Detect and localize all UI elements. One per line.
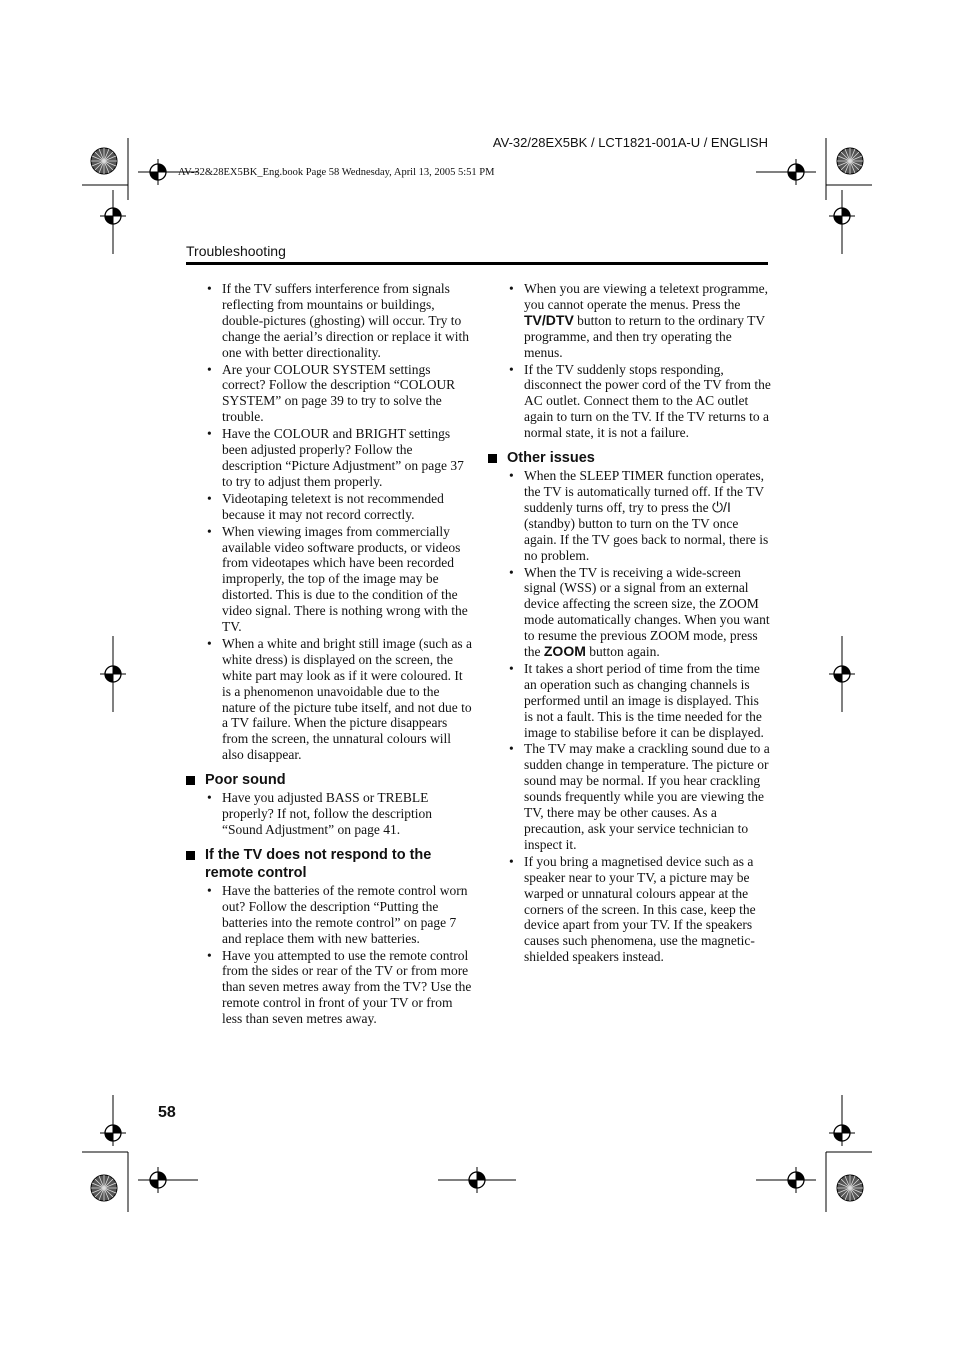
right-column: [507, 281, 771, 966]
poor-sound-heading: [186, 771, 475, 789]
remote-list: [205, 883, 475, 1027]
list-item: • It takes a short period of time from the time an operation such as changing channels is performed until an image is displayed. This is not a fault. This is the time needed for the image to stabilise before it can be displayed.: [507, 661, 771, 741]
tv-dtv-key-label: TV/DTV: [524, 311, 574, 328]
list-item: • Are your COLOUR SYSTEM settings correct? Follow the description “COLOUR SYSTEM” on page 39 to try to solve the trouble.: [205, 362, 475, 426]
section-title: Troubleshooting: [186, 243, 286, 259]
teletext-list: [507, 281, 771, 441]
item-text: button to return to the ordinary TV programme, and then try operating the menus.: [524, 312, 765, 360]
list-item: • Have the batteries of the remote control worn out? Follow the description “Putting the batteries into the remote control” on page 7 and replace them with new batteries.: [205, 883, 475, 947]
list-item: • Have you attempted to use the remote control from the sides or rear of the TV or from more than seven metres away from the TV? Use the remote control in front of your TV or from less than seven metres away.: [205, 948, 475, 1028]
item-text: button again.: [585, 644, 660, 660]
list-item: • Have the COLOUR and BRIGHT settings been adjusted properly? Follow the description “Picture Adjustment” on page 37 to try to adjust them properly.: [205, 426, 475, 490]
poor-sound-list: [205, 790, 475, 838]
left-column: [205, 281, 475, 1028]
book-info: AV-32&28EX5BK_Eng.book Page 58 Wednesday, April 13, 2005 5:51 PM: [178, 167, 495, 178]
square-bullet-icon: [186, 776, 195, 785]
item-text: When you are viewing a teletext programme, you cannot operate the menus. Press the: [524, 281, 769, 312]
list-item: • If you bring a magnetised device such as a speaker near to your TV, a picture may be warped or unnatural colours appear at the corners of the screen. In this case, keep the device apart from your TV. If the speakers causes such phenomena, use the magnetic-shielded speakers instead.: [507, 854, 771, 965]
zoom-key-label: ZOOM: [543, 643, 586, 660]
list-item: • The TV may make a crackling sound due to a sudden change in temperature. The picture or sound may be normal. If you hear crackling sounds frequently while you are viewing the TV, there may be other causes. As a precaution, ask your service technician to inspect it.: [507, 741, 771, 852]
list-item: • If the TV suddenly stops responding, disconnect the power cord of the TV from the AC outlet. Connect them to the AC outlet again to turn on the TV. If the TV returns to a normal state, it is not a failure.: [507, 362, 771, 442]
heading-text: Poor sound: [205, 772, 286, 789]
intro-bullet-list: [205, 281, 475, 763]
square-bullet-icon: [186, 851, 195, 860]
item-text: (standby) button to turn on the TV once again. If the TV goes back to normal, there is no problem.: [524, 515, 769, 563]
list-item: [507, 565, 771, 660]
item-text: When the TV is receiving a wide-screen signal (WSS) or a signal from an external device affecting the screen size, the ZOOM mode automatically changes. When you want to resume the previous ZOOM mode, press the: [524, 564, 770, 660]
heading-text: If the TV does not respond to the remote control: [205, 846, 432, 881]
list-item: • When viewing images from commercially available video software products, or videos from videotapes which have been recorded improperly, the top of the image may be distorted. This is due to the condition of the video signal. There is nothing wrong with the TV.: [205, 524, 475, 635]
list-item: • When a white and bright still image (such as a white dress) is displayed on the screen, the white part may look as if it were coloured. It is a phenomenon unavoidable due to the nature of the picture tube itself, and not due to a TV failure. When the picture disappears from the screen, the unnatural colours will also disappear.: [205, 636, 475, 763]
list-item: • Videotaping teletext is not recommended because it may not record correctly.: [205, 491, 475, 523]
list-item: [507, 281, 771, 361]
page-number: 58: [158, 1104, 176, 1121]
list-item: [507, 468, 771, 563]
other-issues-list: [507, 468, 771, 965]
square-bullet-icon: [488, 454, 497, 463]
other-issues-heading: [488, 449, 771, 467]
item-text: When the SLEEP TIMER function operates, the TV is automatically turned off. If the TV suddenly turns off, try to press the: [524, 468, 764, 515]
remote-heading: [186, 846, 475, 882]
model-header: AV-32/28EX5BK / LCT1821-001A-U / ENGLISH: [492, 135, 768, 150]
header-rule: [186, 262, 768, 265]
list-item: • Have you adjusted BASS or TREBLE properly? If not, follow the description “Sound Adjustment” on page 41.: [205, 790, 475, 838]
list-item: • If the TV suffers interference from signals reflecting from mountains or buildings, double-pictures (ghosting) will occur. Try to change the aerial’s direction or replace it with one with better directionality.: [205, 281, 475, 361]
heading-text: Other issues: [507, 450, 595, 467]
standby-key-label: ⏻/I: [711, 498, 731, 515]
